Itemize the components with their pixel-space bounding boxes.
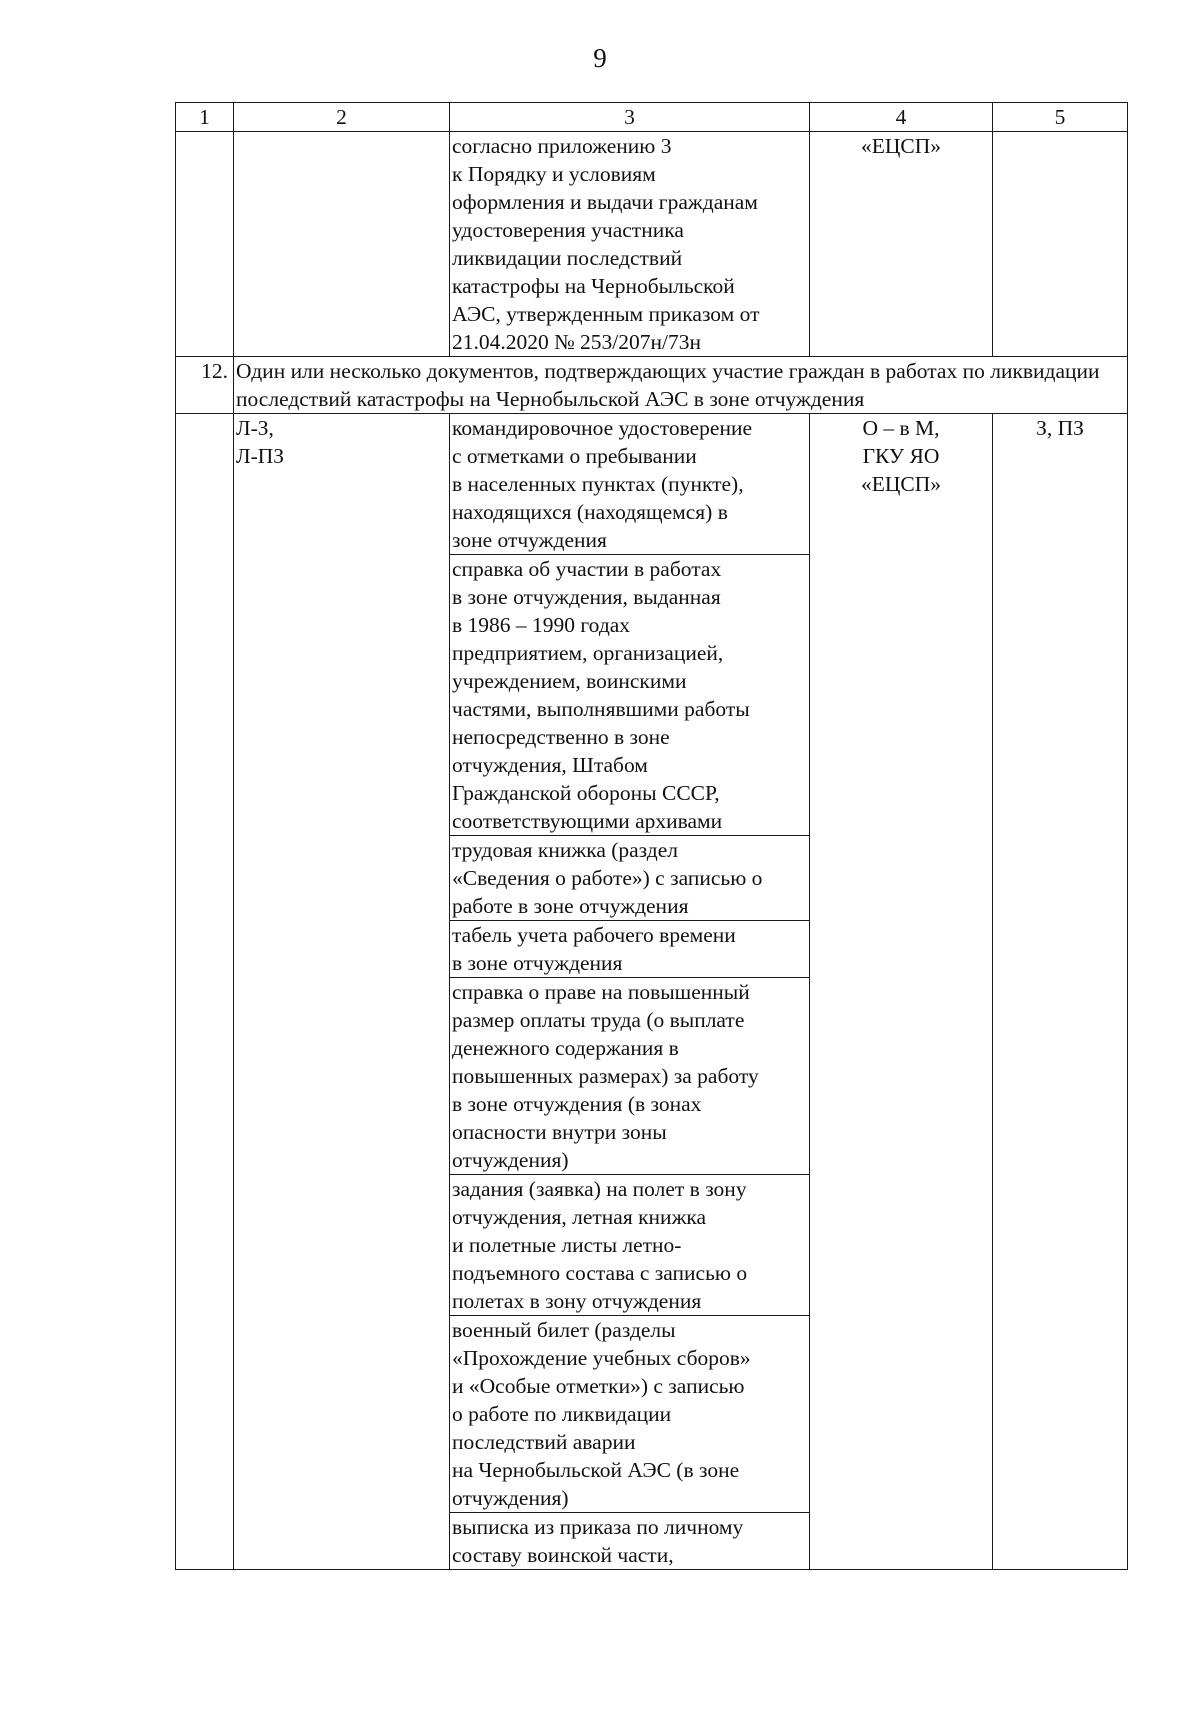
document-item: задания (заявка) на полет в зону отчуждения, летная книжка и полетные листы летно- подъемного состава с записью о полетах в зону отчуждения [450,1174,809,1315]
documents-list [450,414,810,1570]
page-number: 9 [593,43,607,73]
document-item: табель учета рабочего времени в зоне отчуждения [450,920,809,977]
documents-table [175,102,1128,1570]
cell-empty [993,132,1128,357]
row-number: 12. [176,357,234,414]
document-type-codes: З, ПЗ [993,414,1128,1570]
document-item: справка о праве на повышенный размер оплаты труда (о выплате денежного содержания в повышенных размерах) за работу в зоне отчуждения (в зонах опасности внутри зоны отчуждения) [450,977,809,1174]
table-header-row [176,103,1128,132]
document-item: трудовая книжка (раздел «Сведения о работе») с записью о работе в зоне отчуждения [450,835,809,920]
document-item: выписка из приказа по личному составу воинской части, [450,1512,809,1569]
issuing-authority: О – в М, ГКУ ЯО «ЕЦСП» [810,414,993,1570]
cell-empty [176,414,234,1570]
document-item: справка об участии в работах в зоне отчуждения, выданная в 1986 – 1990 годах предприятием, организацией, учреждением, воинскими частями, выполнявшими работы непосредственно в зоне отчуждения, Штабом Гражданской обороны СССР, соответствующими архивами [450,554,809,835]
header-col-2: 2 [234,103,450,132]
header-col-3: 3 [450,103,810,132]
cell-empty [176,132,234,357]
document-item: военный билет (разделы «Прохождение учебных сборов» и «Особые отметки») с записью о работе по ликвидации последствий аварии на Чернобыльской АЭС (в зоне отчуждения) [450,1315,809,1512]
category-codes: Л-З, Л-ПЗ [234,414,450,1570]
table-row-continuation [176,132,1128,357]
continuation-authority: «ЕЦСП» [810,132,993,357]
header-col-5: 5 [993,103,1128,132]
table-row-12-body [176,414,1128,1570]
cell-empty [234,132,450,357]
table-row-12-title [176,357,1128,414]
row-title: Один или несколько документов, подтверждающих участие граждан в работах по ликвидации последствий катастрофы на Чернобыльской АЭС в зоне отчуждения [234,357,1128,414]
header-col-4: 4 [810,103,993,132]
header-col-1: 1 [176,103,234,132]
continuation-doc-text: согласно приложению 3 к Порядку и условиям оформления и выдачи гражданам удостоверения участника ликвидации последствий катастрофы на Чернобыльской АЭС, утвержденным приказом от 21.04.2020 № 253/207н/73н [450,132,810,357]
document-item: командировочное удостоверение с отметками о пребывании в населенных пунктах (пункте), находящихся (находящемся) в зоне отчуждения [452,416,753,552]
